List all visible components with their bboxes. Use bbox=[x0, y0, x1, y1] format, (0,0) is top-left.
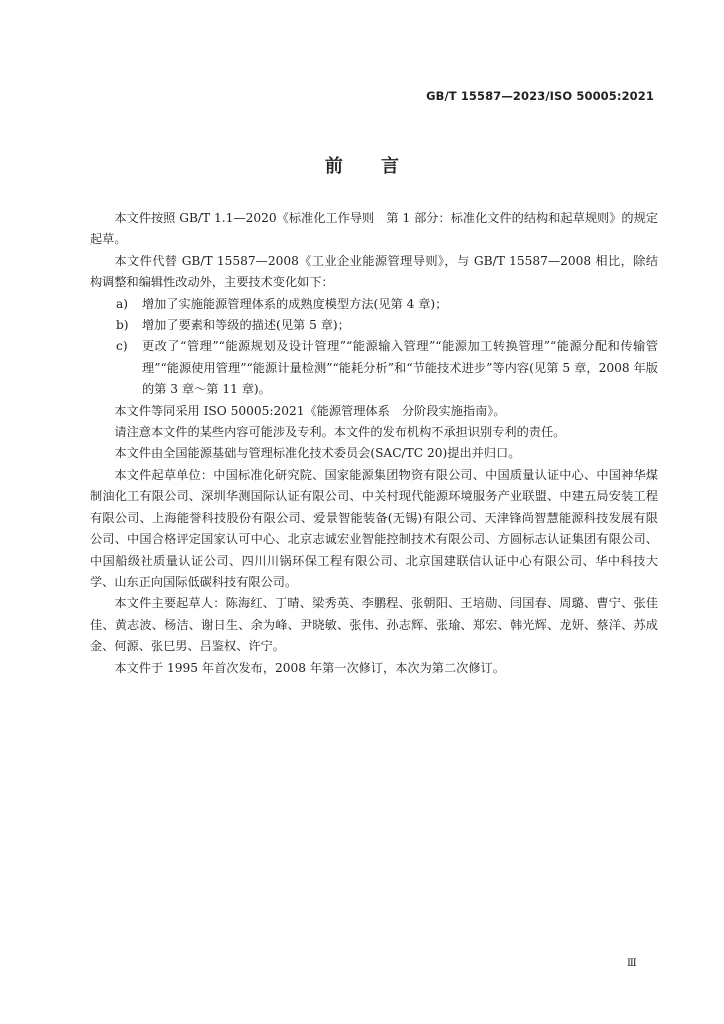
standard-code-header: GB/T 15587—2023/ISO 50005:2021 bbox=[426, 89, 654, 103]
paragraph-adoption: 本文件等同采用 ISO 50005:2021《能源管理体系 分阶段实施指南》。 bbox=[114, 403, 506, 418]
change-item-mark: a) bbox=[116, 296, 129, 311]
paragraph-drafting-units: 本文件起草单位：中国标准化研究院、国家能源集团物资有限公司、中国质量认证中心、中国神华煤制油化工有限公司、深圳华测国际认证有限公司、中关村现代能源环境服务产业联盟、中建五局安装工程有限公司、上海能誉科技股份有限公司、爱景智能装备(无锡)有限公司、天津锋尚智慧能源科技发展有限公司、中国合格评定国家认可中心、北京志诚宏业智能控制技术有限公司、方圆标志认证集团有限公司、中国船级社质量认证公司、四川川锅环保工程有限公司、北京国建联信认证中心有限公司、华中科技大学、山东正向国际低碳科技有限公司。 bbox=[90, 467, 658, 589]
change-item-mark: b) bbox=[116, 318, 129, 333]
page-number: Ⅲ bbox=[627, 958, 638, 969]
foreword-body bbox=[90, 208, 658, 679]
title-char-2: 言 bbox=[381, 156, 400, 177]
page-title bbox=[0, 152, 724, 178]
paragraph-drafting-rules: 本文件按照 GB/T 1.1—2020《标准化工作导则 第 1 部分：标准化文件的结构和起草规则》的规定起草。 bbox=[90, 211, 658, 247]
change-item-text: 增加了要素和等级的描述(见第 5 章)； bbox=[142, 318, 350, 333]
paragraph-drafters: 本文件主要起草人：陈海红、丁晴、梁秀英、李鹏程、张朝阳、王培勋、闫国春、周璐、曹宁、张佳佳、黄志波、杨洁、谢日生、余为峰、尹晓敏、张伟、孙志辉、张瑜、郑宏、韩光辉、龙妍、蔡洋、苏成金、何源、张巳男、吕鉴权、许宁。 bbox=[90, 596, 658, 654]
paragraph-replaces: 本文件代替 GB/T 15587—2008《工业企业能源管理导则》，与 GB/T 15587—2008 相比，除结构调整和编辑性改动外，主要技术变化如下： bbox=[90, 253, 658, 290]
change-item-a bbox=[90, 294, 658, 315]
title-char-1: 前 bbox=[324, 156, 343, 177]
change-item-b bbox=[90, 315, 658, 336]
paragraph-history: 本文件于 1995 年首次发布，2008 年第一次修订，本次为第二次修订。 bbox=[114, 660, 505, 675]
change-item-mark: c) bbox=[116, 339, 128, 354]
change-item-text: 更改了“管理”“能源规划及设计管理”“能源输入管理”“能源加工转换管理”“能源分配和传输管理”“能源使用管理”“能源计量检测”“能耗分析”和“节能技术进步”等内容(见第 5 章，2008 年版的第 3 章～第 11 章)。 bbox=[142, 339, 658, 397]
paragraph-proposed-by: 本文件由全国能源基础与管理标准化技术委员会(SAC/TC 20)提出并归口。 bbox=[114, 446, 521, 461]
change-item-text: 增加了实施能源管理体系的成熟度模型方法(见第 4 章)； bbox=[142, 296, 448, 311]
paragraph-patent-notice: 请注意本文件的某些内容可能涉及专利。本文件的发布机构不承担识别专利的责任。 bbox=[114, 425, 566, 440]
change-item-c bbox=[90, 336, 658, 400]
